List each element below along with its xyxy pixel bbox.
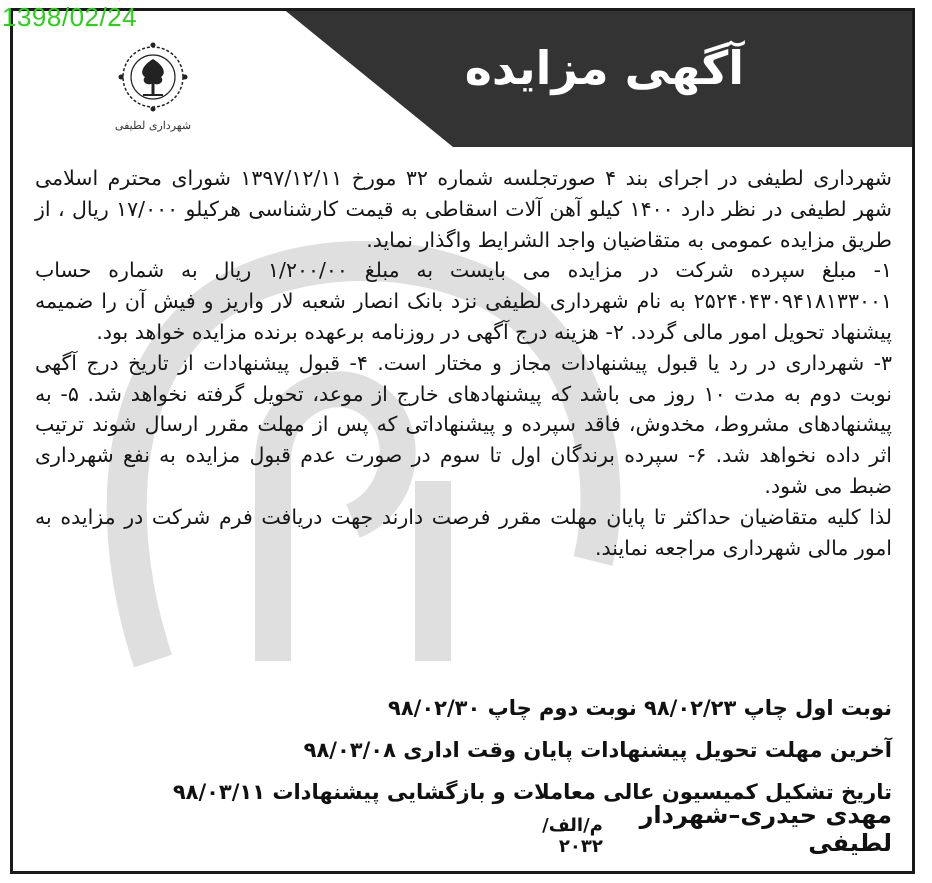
ad-title: آگهی مزایده (464, 41, 744, 95)
ad-footer (35, 801, 892, 857)
date-stamp: 1398/02/24 (2, 2, 138, 32)
emblem-icon (113, 37, 193, 117)
ad-body (35, 163, 892, 563)
closing-paragraph: لذا کلیه متقاضیان حداکثر تا پایان مهلت مقرر فرصت دارند جهت دریافت فرم شرکت در مزایده به امور مالی شهرداری مراجعه نمایند. (35, 504, 892, 560)
deadline-line: آخرین مهلت تحویل پیشنهادات پایان وقت اداری ۹۸/۰۳/۰۸ (303, 738, 892, 762)
advertisement-frame (10, 8, 915, 874)
reference-number: م/الف/۲۰۳۲ (542, 815, 603, 857)
municipality-logo (113, 37, 193, 147)
logo-caption: شهرداری لطیفی (114, 119, 192, 132)
intro-paragraph: شهرداری لطیفی در اجرای بند ۴ صورتجلسه شماره ۳۲ مورخ ۱۳۹۷/۱۲/۱۱ شورای محترم اسلامی شهر لطیفی در نظر دارد ۱۴۰۰ کیلو آهن آلات اسقاطی به قیمت کارشناسی هرکیلو ۱۷/۰۰۰ ریال ، از طریق مزایده عمومی به متقاضیان واجد الشرایط واگذار نماید. (35, 166, 892, 252)
terms-paragraph-1: ۱- مبلغ سپرده شرکت در مزایده می بایست به مبلغ ۱/۲۰۰/۰۰ ریال به شماره حساب ۲۵۲۴۰۴۳۰۹۴۱۸۱۳۳۰۰۱ به نام شهرداری لطیفی نزد بانک انصار شعبه لار واریز و فیش آن را ضمیمه پیشنهاد تحویل امور مالی گردد. ۲- هزینه درج آگهی در روزنامه برعهده برنده مزایده خواهد بود. (35, 258, 892, 344)
commission-date-line: تاریخ تشکیل کمیسیون عالی معاملات و بازگشایی پیشنهادات ۹۸/۰۳/۱۱ (172, 780, 892, 804)
key-dates (35, 687, 892, 813)
print-dates-line: نوبت اول چاپ ۹۸/۰۲/۲۳ نوبت دوم چاپ ۹۸/۰۲/۳۰ (388, 696, 892, 720)
signature: مهدی حیدری–شهردار لطیفی (639, 801, 892, 857)
terms-paragraph-2: ۳- شهرداری در رد یا قبول پیشنهادات مجاز و مختار است. ۴- قبول پیشنهادات از تاریخ درج آگهی نوبت دوم به مدت ۱۰ روز می باشد که پیشنهادهای خارج از موعد، تحویل گرفته نخواهد شد. ۵- به پیشنهادهای مشروط، مخدوش، فاقد سپرده و پیشنهاداتی که پس از مهلت مقرر ارسال شوند ترتیب اثر داده نخواهد شد. ۶- سپرده برندگان اول تا سوم در صورت عدم قبول مزایده به نفع شهرداری ضبط می شود. (35, 350, 892, 498)
